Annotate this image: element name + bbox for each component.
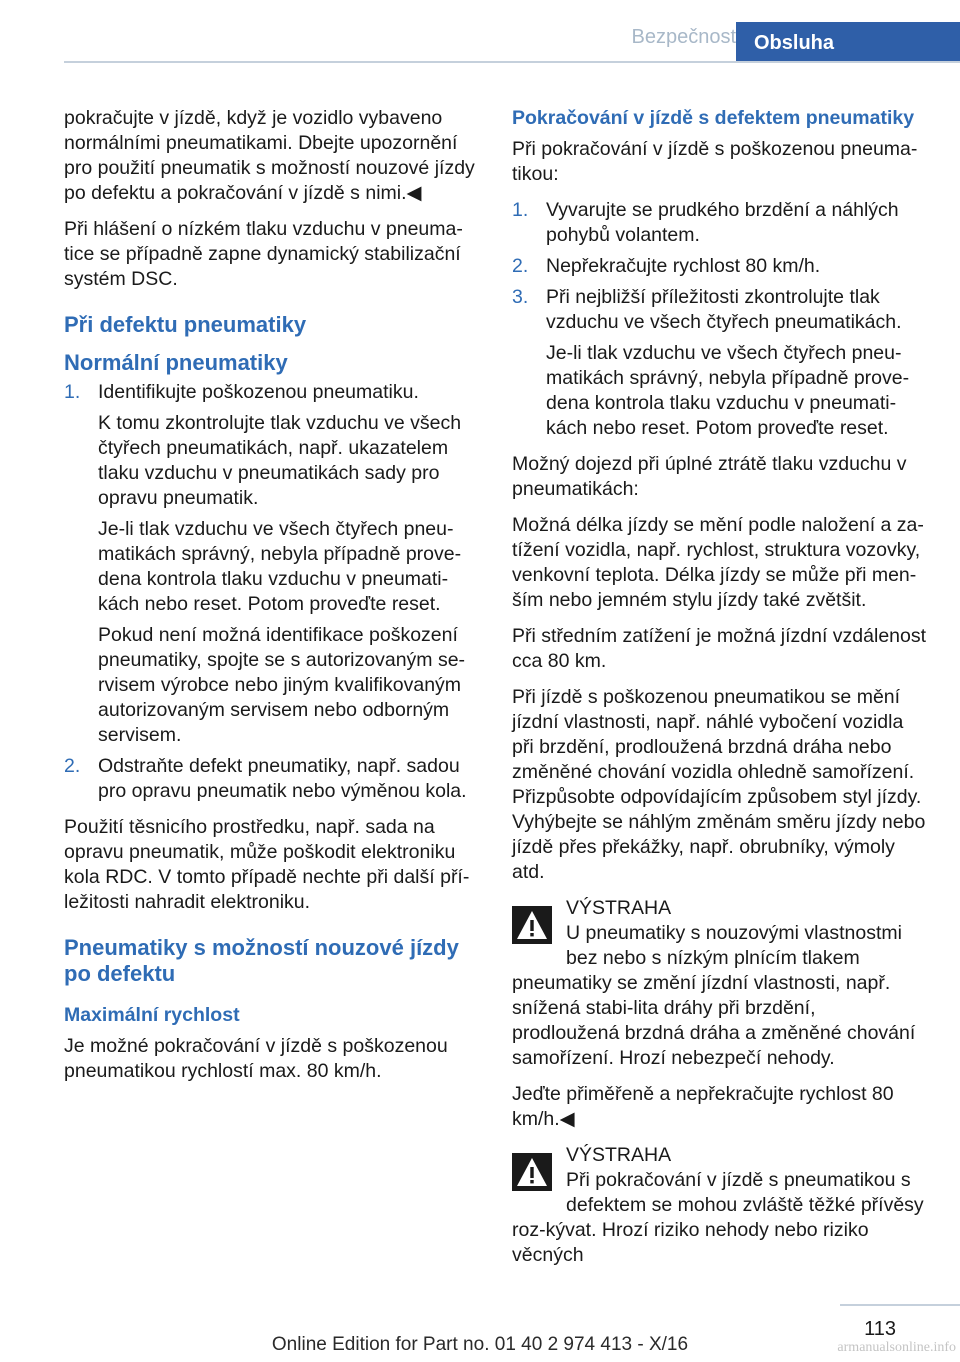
tab-controls[interactable]: Obsluha: [736, 22, 960, 62]
step-text: Vyvarujte se prudkého brzdění a náhlých pohybů volantem.: [546, 199, 899, 246]
heading-continue-driving: Pokračování v jízdě s defektem pneumatiky: [512, 107, 915, 129]
step-text: Identifikujte poškozenou pneumatiku.: [98, 381, 419, 403]
paragraph: Použití těsnicího prostředku, např. sada na opravu pneumatik, může poškodit elektroniku kola RDC. V tomto případě nechte při další pří-ležitosti nahradit elektroniku.: [64, 816, 470, 913]
list-item: [512, 254, 928, 279]
step-text: Při nejbližší příležitosti zkontrolujte tlak vzduchu ve všech čtyřech pneumatikách.: [546, 286, 902, 333]
step-detail: Je-li tlak vzduchu ve všech čtyřech pneu-matikách správný, nebyla případně prove-dena kontrola tlaku vzduchu v pneumati-kách nebo reset. Potom proveďte reset.: [98, 518, 462, 615]
warning-text: Při pokračování v jízdě s pneumatikou s defektem se mohou zvláště těžké přívěsy roz-kývat. Hrozí riziko nehody nebo riziko věcných: [512, 1169, 924, 1266]
steps-list: [64, 380, 476, 804]
page-number: 113: [864, 1318, 896, 1340]
warning-title: VÝSTRAHA: [566, 897, 672, 919]
list-item: [512, 285, 928, 441]
warning-block: [512, 896, 928, 1071]
list-item: [64, 754, 476, 804]
step-detail: Pokud není možná identifikace poškození pneumatiky, spojte se s autorizovaným se-rvisem výrobce nebo jiným kvalifikovaným autorizovaným servisem nebo odborným servisem.: [98, 624, 466, 746]
list-item: [64, 380, 476, 748]
warning-triangle-icon: [512, 906, 552, 944]
warning-triangle-icon: [512, 1153, 552, 1191]
heading-max-speed: Maximální rychlost: [64, 1004, 240, 1026]
left-column: [64, 106, 476, 1095]
step-number: 1.: [512, 199, 529, 221]
paragraph: Je možné pokračování v jízdě s poškozenou pneumatikou rychlostí max. 80 km/h.: [64, 1035, 448, 1082]
heading-tire-defect: Při defektu pneumatiky: [64, 312, 307, 337]
paragraph: pokračujte v jízdě, když je vozidlo vybaveno normálními pneumatikami. Dbejte upozornění pro použití pneumatik s možností nouzové jízdy po defektu a pokračování v jízdě s nimi.◀: [64, 107, 475, 204]
step-number: 2.: [64, 755, 81, 777]
heading-runflat-tires: Pneumatiky s možností nouzové jízdy po defektu: [64, 935, 459, 986]
paragraph: Při hlášení o nízkém tlaku vzduchu v pneuma-tice se případně zapne dynamický stabilizační systém DSC.: [64, 218, 463, 290]
paragraph: Při jízdě s poškozenou pneumatikou se mění jízdní vlastnosti, např. náhlé vybočení vozidla při brzdění, prodloužená brzdná dráha nebo změněné chování vozidla ohledně samořízení. Přizpůsobte odpovídajícím způsobem styl jízdy. Vyhýbejte se náhlým změnám směru jízdy nebo jízdě přes překážky, např. obrubníky, výmoly atd.: [512, 686, 926, 883]
step-number: 1.: [64, 381, 81, 403]
step-number: 2.: [512, 255, 529, 277]
paragraph: Možná délka jízdy se mění podle naložení a za-tížení vozidla, např. rychlost, struktura vozovky, venkovní teplota. Délka jízdy se může při men-ším nebo jemném stylu jízdy také zvětšit.: [512, 514, 924, 611]
tab-safety[interactable]: Bezpečnost: [631, 26, 736, 48]
paragraph: Při pokračování v jízdě s poškozenou pneuma-tikou:: [512, 138, 918, 185]
steps-list: [512, 198, 928, 441]
warning-block: [512, 1143, 928, 1268]
edition-line: Online Edition for Part no. 01 40 2 974 413 - X/16: [271, 1334, 689, 1355]
paragraph: Při středním zatížení je možná jízdní vzdálenost cca 80 km.: [512, 625, 927, 672]
watermark: armanualsonline.info: [837, 1340, 956, 1355]
footer-divider: [840, 1304, 960, 1306]
page-header: [0, 0, 960, 62]
step-number: 3.: [512, 286, 529, 308]
step-text: Nepřekračujte rychlost 80 km/h.: [546, 255, 821, 277]
warning-title: VÝSTRAHA: [566, 1144, 672, 1166]
right-column: [512, 106, 928, 1279]
step-detail: K tomu zkontrolujte tlak vzduchu ve všech čtyřech pneumatikách, např. ukazatelem tlaku vzduchu v pneumatikách sady pro opravu pneumatik.: [98, 412, 462, 509]
header-divider: [64, 61, 960, 63]
heading-normal-tires: Normální pneumatiky: [64, 350, 288, 375]
paragraph: Jeďte přiměřeně a nepřekračujte rychlost 80 km/h.◀: [512, 1083, 894, 1130]
step-detail: Je-li tlak vzduchu ve všech čtyřech pneu-matikách správný, nebyla případně prove-dena kontrola tlaku vzduchu v pneumati-kách nebo reset. Potom proveďte reset.: [546, 342, 910, 439]
warning-text: U pneumatiky s nouzovými vlastnostmi bez nebo s nízkým plnícím tlakem pneumatiky se změní jízdní vlastnosti, např. snížená stabi-lita dráhy při brzdění, prodloužená brzdná dráha a změněné chování samořízení. Hrozí nebezpečí nehody.: [512, 922, 916, 1069]
step-text: Odstraňte defekt pneumatiky, např. sadou pro opravu pneumatik nebo výměnou kola.: [98, 755, 467, 802]
list-item: [512, 198, 928, 248]
paragraph: Možný dojezd při úplné ztrátě tlaku vzduchu v pneumatikách:: [512, 453, 907, 500]
